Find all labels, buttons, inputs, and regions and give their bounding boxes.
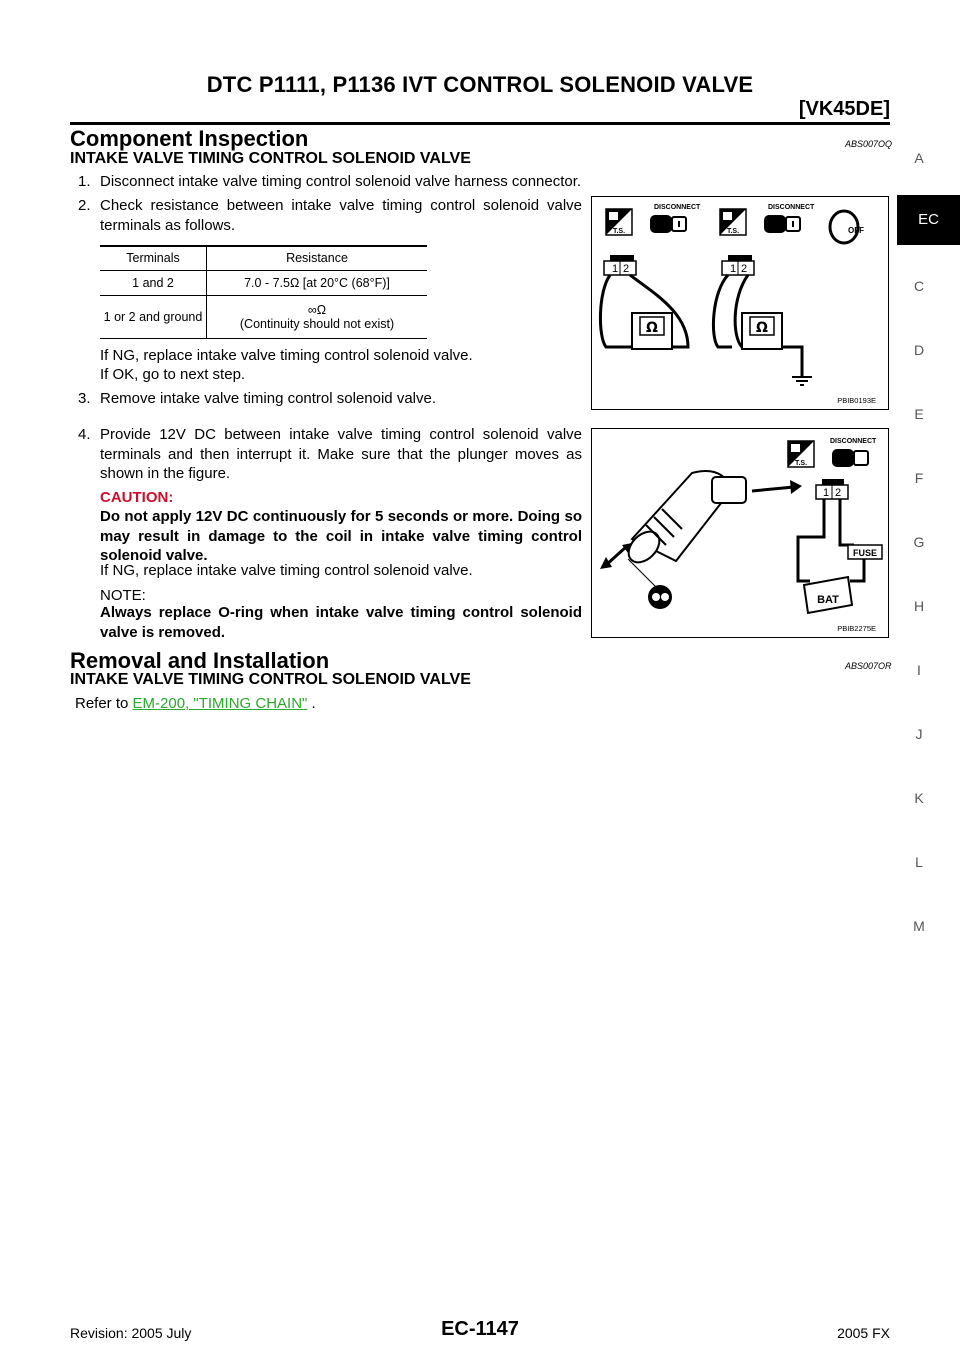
disconnect-connector-icon bbox=[830, 438, 877, 467]
note-text: Always replace O-ring when intake valve timing control solenoid valve is removed. bbox=[100, 604, 582, 641]
disconnect-connector-icon bbox=[764, 204, 815, 233]
side-nav-h[interactable]: H bbox=[913, 598, 925, 614]
step-number: 2. bbox=[78, 197, 91, 214]
svg-text:2: 2 bbox=[741, 263, 748, 275]
reference-prefix: Refer to bbox=[75, 695, 129, 712]
svg-text:BAT: BAT bbox=[817, 594, 839, 606]
svg-text:FUSE: FUSE bbox=[852, 548, 878, 558]
table-header-row bbox=[100, 247, 427, 271]
resistance-table bbox=[100, 245, 427, 339]
svg-text:1: 1 bbox=[823, 487, 830, 499]
figure-resistance-check bbox=[591, 196, 889, 410]
svg-text:T.S.: T.S. bbox=[726, 228, 740, 235]
step-number: 3. bbox=[78, 390, 91, 407]
ts-icon bbox=[720, 209, 746, 235]
step-text: Disconnect intake valve timing control solenoid valve harness connector. bbox=[100, 173, 582, 190]
footer-revision: Revision: 2005 July bbox=[70, 1325, 192, 1341]
ohmmeter bbox=[632, 313, 672, 349]
page-title: DTC P1111, P1136 IVT CONTROL SOLENOID VALVE bbox=[206, 72, 754, 97]
footer-page-number: EC-1147 bbox=[441, 1318, 519, 1340]
solenoid-valve bbox=[623, 471, 746, 568]
side-nav-m[interactable]: M bbox=[913, 918, 925, 934]
step-number: 1. bbox=[78, 173, 91, 190]
connector-1-2 bbox=[722, 255, 754, 275]
engine-code: [VK45DE] bbox=[798, 98, 890, 120]
footer-model: 2005 FX bbox=[837, 1325, 890, 1341]
connector-arrow bbox=[752, 480, 802, 494]
caution-text: Do not apply 12V DC continuously for 5 seconds or more. Doing so may result in damage to the coil in intake valve timing control solenoid valve. bbox=[100, 508, 582, 564]
side-nav-j[interactable]: J bbox=[915, 726, 923, 742]
svg-text:DISCONNECT: DISCONNECT bbox=[768, 204, 815, 211]
figure-plunger-check bbox=[591, 428, 889, 638]
svg-text:2: 2 bbox=[623, 263, 630, 275]
ignition-off-icon bbox=[830, 211, 864, 243]
svg-text:DISCONNECT: DISCONNECT bbox=[830, 438, 877, 445]
ts-icon bbox=[606, 209, 632, 235]
subsection-title: INTAKE VALVE TIMING CONTROL SOLENOID VALVE bbox=[70, 150, 471, 167]
side-nav-f[interactable]: F bbox=[914, 470, 924, 486]
col-header-terminals: Terminals bbox=[100, 247, 207, 271]
side-nav-ec-active[interactable]: EC bbox=[897, 195, 960, 245]
table-rule bbox=[100, 338, 427, 340]
side-nav-a[interactable]: A bbox=[914, 150, 924, 166]
reference-line bbox=[75, 694, 316, 714]
side-nav-i[interactable]: I bbox=[917, 662, 921, 678]
svg-text:T.S.: T.S. bbox=[612, 228, 626, 235]
plunger-movement-arrow bbox=[600, 543, 632, 569]
side-nav-d[interactable]: D bbox=[913, 342, 925, 358]
o-ring-callout-icon bbox=[628, 559, 672, 609]
header-rule bbox=[70, 122, 890, 125]
step-4 bbox=[78, 425, 582, 484]
svg-text:Ω: Ω bbox=[756, 320, 768, 336]
table-row bbox=[100, 296, 427, 338]
section-code: ABS007OR bbox=[845, 661, 892, 671]
wiring-diagram bbox=[592, 197, 888, 409]
caution-label: CAUTION: bbox=[100, 489, 174, 506]
result-ng-2: If NG, replace intake valve timing control solenoid valve. bbox=[100, 562, 473, 579]
cell-resistance: 7.0 - 7.5Ω [at 20°C (68°F)] bbox=[244, 276, 390, 290]
section-code: ABS007OQ bbox=[845, 139, 893, 149]
svg-text:T.S.: T.S. bbox=[794, 460, 808, 467]
ts-icon bbox=[788, 441, 814, 467]
reference-suffix: . bbox=[311, 695, 316, 712]
cell-resistance-note: (Continuity should not exist) bbox=[239, 316, 395, 331]
section-title-removal-installation: Removal and Installation bbox=[70, 648, 330, 673]
side-nav-c[interactable]: C bbox=[913, 278, 925, 294]
connector-1-2 bbox=[604, 255, 636, 275]
svg-text:2: 2 bbox=[835, 487, 842, 499]
solenoid-diagram bbox=[592, 429, 888, 637]
subsection-title: INTAKE VALVE TIMING CONTROL SOLENOID VALVE bbox=[70, 671, 471, 688]
figure-code: PBIB0193E bbox=[837, 396, 876, 405]
step-number: 4. bbox=[78, 426, 91, 443]
cell-terminals: 1 or 2 and ground bbox=[100, 296, 207, 338]
cell-resistance-value: ∞Ω bbox=[307, 302, 327, 317]
cell-resistance bbox=[207, 296, 428, 338]
fuse-icon bbox=[848, 545, 882, 559]
result-ok: If OK, go to next step. bbox=[100, 366, 246, 383]
reference-link[interactable]: EM-200, "TIMING CHAIN" bbox=[132, 695, 308, 712]
step-2 bbox=[78, 196, 582, 235]
step-text: Provide 12V DC between intake valve timing control solenoid valve terminals and then interrupt it. Make sure that the plunger moves as shown in the figure. bbox=[100, 426, 582, 482]
col-header-resistance: Resistance bbox=[286, 251, 348, 266]
battery-icon bbox=[804, 577, 852, 613]
step-3 bbox=[78, 389, 598, 409]
fuse-lead bbox=[850, 559, 864, 581]
step-text: Check resistance between intake valve timing control solenoid valve terminals as follows. bbox=[100, 197, 582, 234]
section-title-component-inspection: Component Inspection bbox=[70, 126, 309, 151]
side-nav-l[interactable]: L bbox=[915, 854, 923, 870]
svg-text:1: 1 bbox=[730, 263, 737, 275]
svg-text:Ω: Ω bbox=[646, 320, 658, 336]
cell-terminals: 1 and 2 bbox=[100, 271, 207, 296]
table-row bbox=[100, 271, 427, 296]
result-ng: If NG, replace intake valve timing control solenoid valve. bbox=[100, 347, 473, 364]
note-label: NOTE: bbox=[100, 587, 146, 604]
power-leads bbox=[798, 499, 854, 581]
side-nav-e[interactable]: E bbox=[914, 406, 924, 422]
svg-text:1: 1 bbox=[612, 263, 619, 275]
side-nav-g[interactable]: G bbox=[913, 534, 925, 550]
svg-text:DISCONNECT: DISCONNECT bbox=[654, 204, 701, 211]
ground-icon bbox=[792, 377, 812, 385]
figure-code: PBIB2275E bbox=[837, 624, 876, 633]
svg-text:OFF: OFF bbox=[848, 226, 864, 235]
connector-1-2 bbox=[816, 479, 848, 499]
ohmmeter bbox=[742, 313, 782, 349]
disconnect-connector-icon bbox=[650, 204, 701, 233]
step-1 bbox=[78, 172, 658, 192]
side-nav-k[interactable]: K bbox=[914, 790, 924, 806]
step-text: Remove intake valve timing control solenoid valve. bbox=[100, 390, 436, 407]
